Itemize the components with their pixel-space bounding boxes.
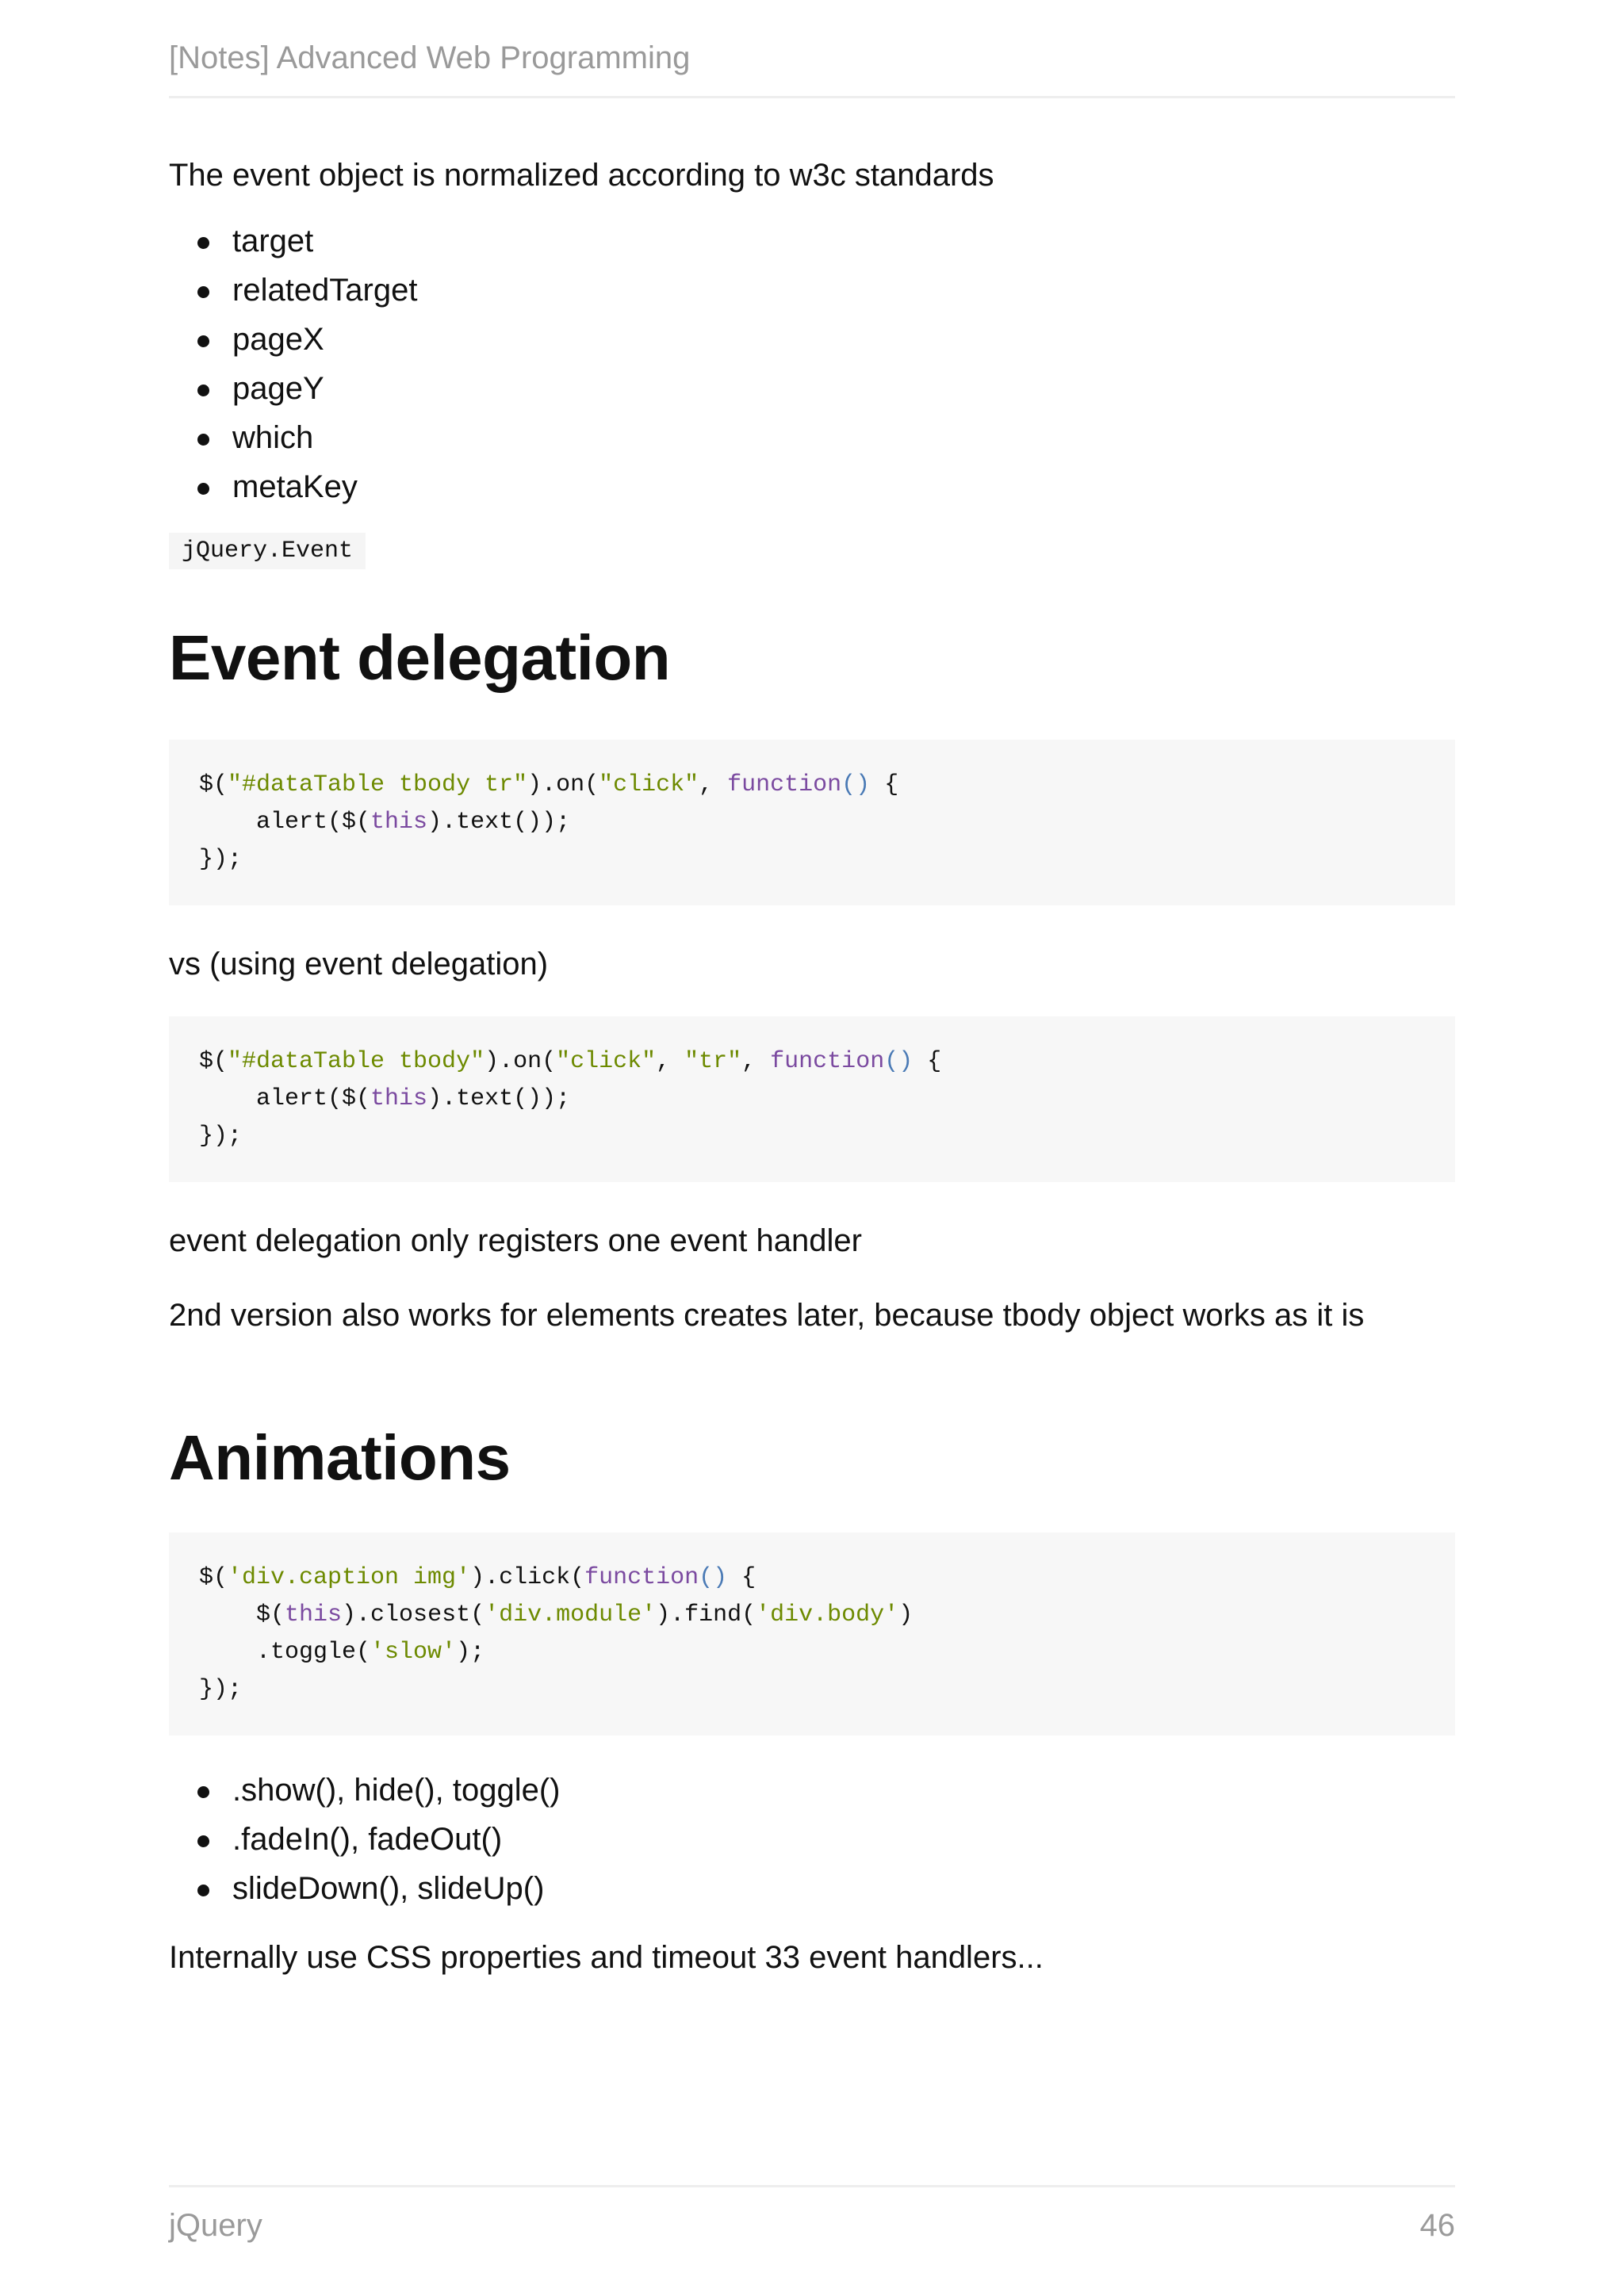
footer-divider — [169, 2185, 1455, 2187]
page-content — [169, 153, 1455, 1980]
event-object-intro: The event object is normalized according to w3c standards — [169, 158, 994, 193]
code-block-direct-binding — [169, 740, 1455, 905]
inline-code-wrapper — [169, 533, 1455, 569]
list-item: which — [169, 413, 1455, 462]
list-item: relatedTarget — [169, 266, 1455, 315]
code-line: alert($(this).text()); — [199, 1085, 571, 1112]
heading-event-delegation: Event delegation — [169, 622, 671, 693]
code-line: }); — [199, 1123, 243, 1150]
delegation-note-single-handler: event delegation only registers one event handler — [169, 1223, 862, 1258]
list-item: .fadeIn(), fadeOut() — [169, 1815, 1455, 1864]
code-block-delegated-binding — [169, 1016, 1455, 1182]
animation-methods-list — [169, 1766, 1455, 1913]
event-properties-list — [169, 216, 1455, 511]
code-line: }); — [199, 1676, 243, 1703]
code-line: .toggle('slow'); — [199, 1639, 485, 1666]
list-item: .show(), hide(), toggle() — [169, 1766, 1455, 1815]
footer-chapter: jQuery — [169, 2208, 262, 2243]
code-line: $("#dataTable tbody tr").on("click", function() { — [199, 771, 899, 798]
code-line: $('div.caption img').click(function() { — [199, 1564, 756, 1591]
inline-code-jquery-event: jQuery.Event — [169, 533, 366, 569]
code-line: $("#dataTable tbody").on("click", "tr", function() { — [199, 1048, 942, 1075]
code-line: }); — [199, 846, 243, 873]
list-item: metaKey — [169, 462, 1455, 511]
header-divider — [169, 96, 1455, 98]
list-item: slideDown(), slideUp() — [169, 1864, 1455, 1913]
delegation-note-later-elements: 2nd version also works for elements creates later, because tbody object works as it is — [169, 1298, 1365, 1333]
document-page — [169, 0, 1455, 2296]
list-item: pageX — [169, 315, 1455, 364]
running-header: [Notes] Advanced Web Programming — [169, 40, 691, 75]
list-item: target — [169, 216, 1455, 266]
animations-closing-note: Internally use CSS properties and timeout 33 event handlers... — [169, 1940, 1044, 1975]
page-number: 46 — [1419, 2208, 1455, 2243]
vs-delegation-text: vs (using event delegation) — [169, 947, 549, 982]
code-block-animation-toggle — [169, 1533, 1455, 1735]
code-line: alert($(this).text()); — [199, 809, 571, 836]
heading-animations: Animations — [169, 1422, 511, 1493]
list-item: pageY — [169, 364, 1455, 413]
code-line: $(this).closest('div.module').find('div.body') — [199, 1601, 914, 1628]
